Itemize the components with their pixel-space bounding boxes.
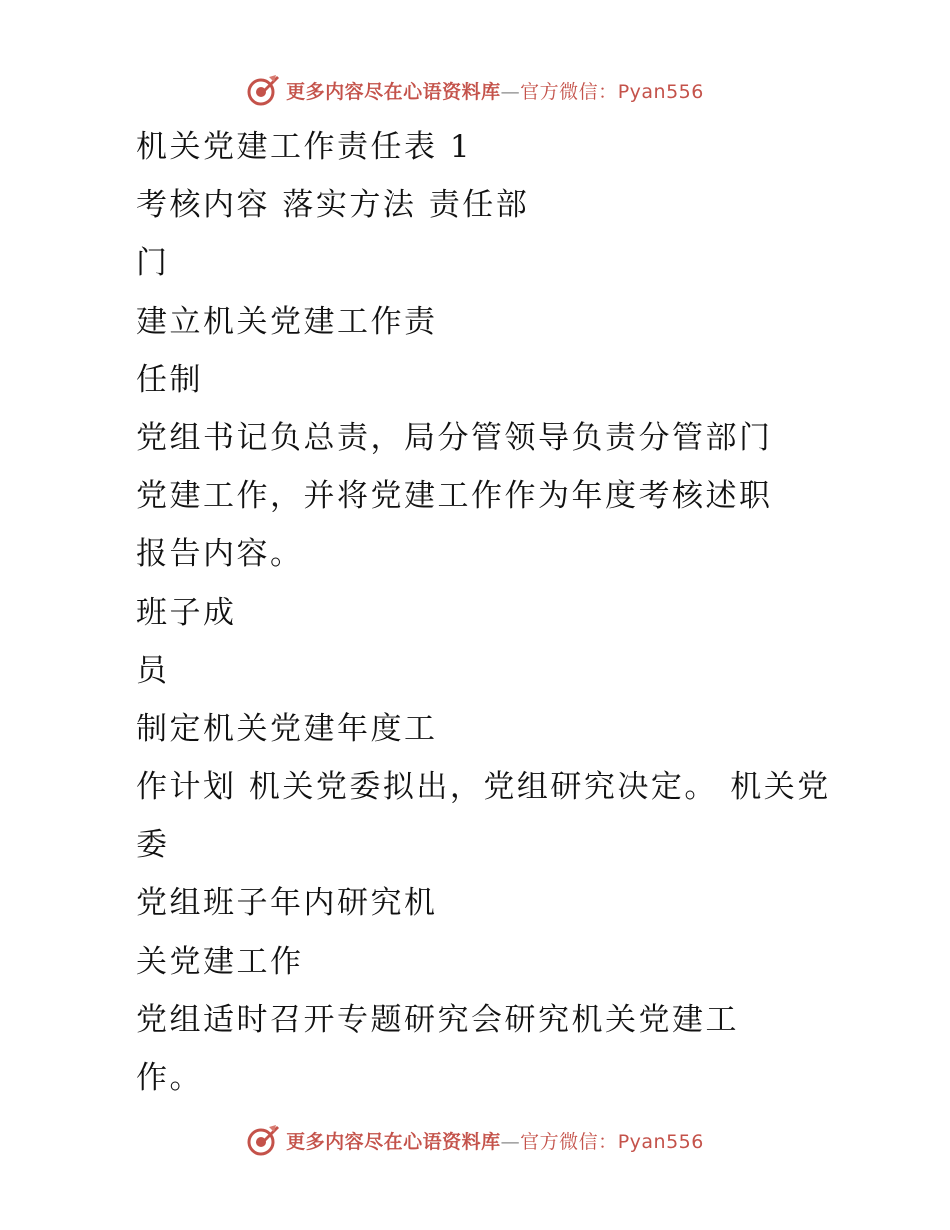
doc-line: 报告内容。 [136, 536, 304, 573]
doc-line: 门 [136, 245, 170, 282]
doc-line: 党建工作，并将党建工作作为年度考核述职 [136, 478, 773, 515]
doc-line: 机关党建工作责任表 1 [136, 129, 473, 165]
banner-separator: — [500, 1130, 521, 1153]
banner-wechat-label: 官方微信： [520, 1130, 618, 1153]
footer-banner [0, 1120, 950, 1160]
banner-wechat-id: Pyan556 [617, 80, 704, 103]
banner-separator: — [500, 80, 521, 103]
doc-line: 任制 [136, 361, 203, 398]
doc-line: 制定机关党建年度工 [136, 710, 438, 747]
doc-line: 党组班子年内研究机 [136, 885, 438, 922]
pen-nib-logo-icon [246, 1123, 280, 1157]
doc-line: 建立机关党建工作责 [136, 303, 438, 340]
document-body [136, 118, 916, 1107]
doc-line: 班子成 [136, 594, 237, 631]
pen-nib-logo-icon [246, 73, 280, 107]
banner-wechat-id: Pyan556 [617, 1130, 704, 1153]
doc-line: 委 [136, 827, 170, 864]
doc-line: 作计划 机关党委拟出，党组研究决定。 机关党 [136, 769, 831, 806]
doc-line: 党组适时召开专题研究会研究机关党建工 [136, 1001, 739, 1038]
doc-line: 员 [136, 652, 170, 689]
doc-line: 党组书记负总责，局分管领导负责分管部门 [136, 419, 773, 456]
header-banner [0, 70, 950, 110]
doc-line: 作。 [136, 1060, 203, 1096]
banner-title: 更多内容尽在心语资料库 [286, 80, 501, 103]
doc-line: 考核内容 落实方法 责任部 [136, 187, 530, 224]
banner-wechat-label: 官方微信： [520, 80, 618, 103]
doc-line: 关党建工作 [136, 943, 304, 980]
banner-title: 更多内容尽在心语资料库 [286, 1130, 501, 1153]
